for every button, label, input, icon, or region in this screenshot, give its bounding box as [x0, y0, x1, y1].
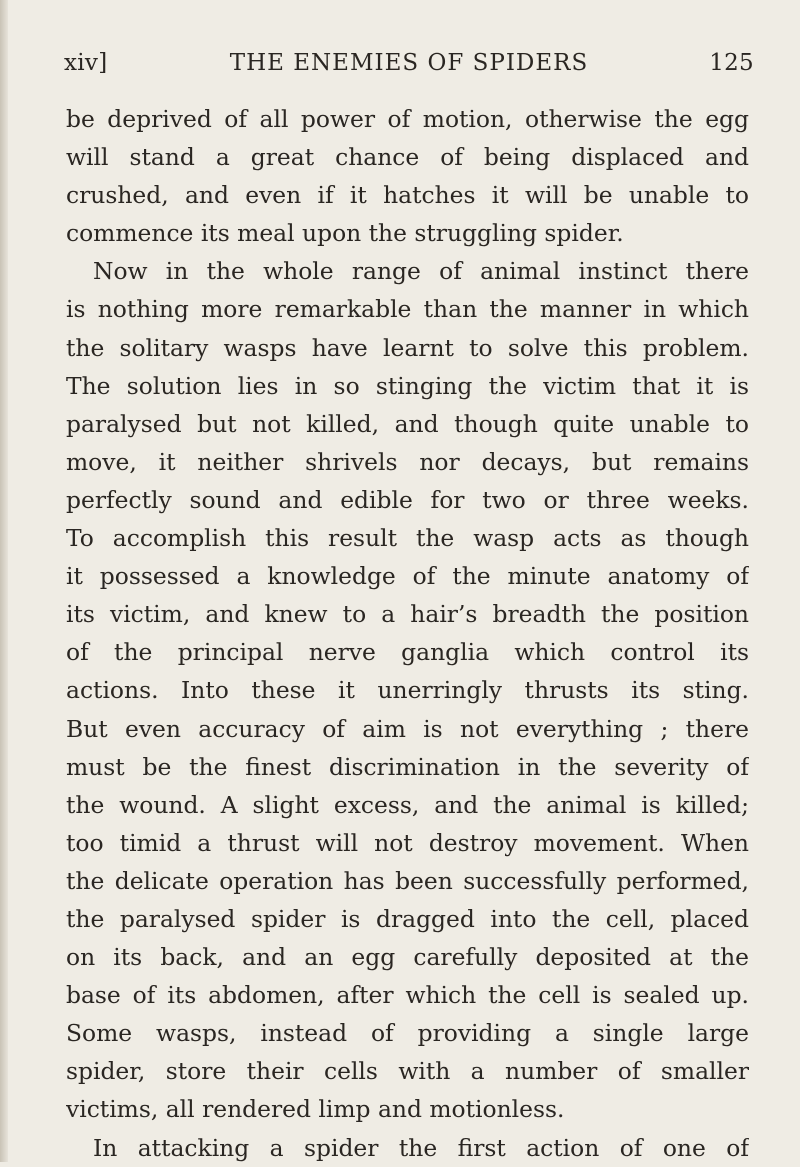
text-line: paralysed but not killed, and though quite unable to	[66, 409, 749, 438]
text-line: of the principal nerve ganglia which control its	[66, 638, 749, 667]
page-number: 125	[709, 50, 754, 76]
text-line: the solitary wasps have learnt to solve this problem.	[66, 333, 749, 362]
text-line: perfectly sound and edible for two or three weeks.	[66, 485, 749, 514]
text-line: the wound. A slight excess, and the animal is killed;	[66, 790, 749, 819]
text-line: The solution lies in so stinging the victim that it is	[66, 371, 749, 400]
text-line: will stand a great chance of being displaced and	[66, 143, 749, 172]
page-edge-shadow	[0, 0, 8, 1162]
text-line: base of its abdomen, after which the cell is sealed up.	[66, 981, 749, 1010]
text-line: To accomplish this result the wasp acts as though	[66, 524, 749, 553]
text-line: is nothing more remarkable than the manner in which	[66, 295, 749, 324]
text-line: spider, store their cells with a number of smaller	[66, 1057, 749, 1086]
text-line: crushed, and even if it hatches it will be unable to	[66, 181, 749, 210]
text-line: its victim, and knew to a hair’s breadth the position	[66, 600, 749, 629]
text-line: But even accuracy of aim is not everything ; there	[66, 714, 749, 743]
text-line: victims, all rendered limp and motionless.	[66, 1095, 565, 1124]
text-line: Some wasps, instead of providing a single large	[66, 1019, 749, 1048]
running-title: THE ENEMIES OF SPIDERS	[229, 50, 589, 76]
text-line: commence its meal upon the struggling spider.	[66, 219, 624, 248]
text-line: it possessed a knowledge of the minute anatomy of	[66, 562, 749, 591]
body-text	[66, 100, 749, 1167]
text-line: the delicate operation has been successfully performed,	[66, 866, 749, 895]
text-line: be deprived of all power of motion, otherwise the egg	[66, 105, 749, 133]
text-line: the paralysed spider is dragged into the cell, placed	[66, 904, 749, 933]
chapter-number: xiv]	[64, 50, 108, 76]
text-line: In attacking a spider the first action of one of	[93, 1133, 749, 1162]
text-line: actions. Into these it unerringly thrusts its sting.	[66, 676, 749, 705]
text-line: move, it neither shrivels nor decays, but remains	[66, 447, 749, 476]
text-line: too timid a thrust will not destroy movement. When	[66, 828, 749, 857]
text-line: Now in the whole range of animal instinct there	[93, 257, 749, 286]
text-line: must be the finest discrimination in the severity of	[66, 752, 749, 781]
running-head	[64, 50, 754, 84]
text-line: on its back, and an egg carefully deposited at the	[66, 943, 749, 972]
